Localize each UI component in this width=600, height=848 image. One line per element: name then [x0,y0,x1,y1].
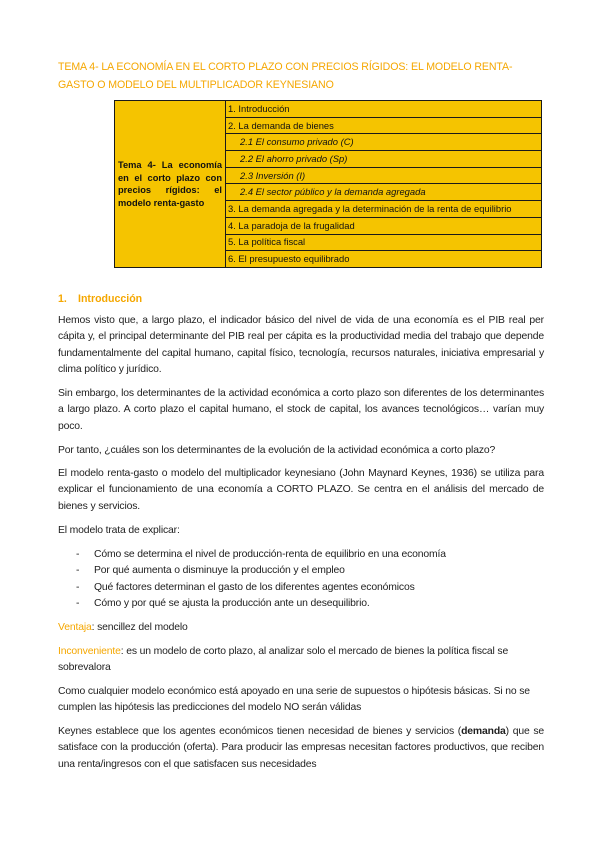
paragraph: Hemos visto que, a largo plazo, el indicador básico del nivel de vida de una economía es el PIB real per cápita y, el principal determinante del PIB real per cápita es la productividad media del trabajo que depende fundamentalmente del capital humano, capital físico, tecnología, recursos naturales, iniciativa empresarial y clima político y jurídico. [58,315,544,376]
bullet-list [58,547,544,613]
contents-item: 1. Introducción [226,101,542,118]
advantage-paragraph: Ventaja: sencillez del modelo [58,622,188,633]
paragraph: Por tanto, ¿cuáles son los determinantes de la evolución de la actividad económica a corto plazo? [58,445,496,456]
disadvantage-label: Inconveniente [58,646,121,657]
contents-item: 6. El presupuesto equilibrado [226,251,542,268]
document-title: TEMA 4- LA ECONOMÍA EN EL CORTO PLAZO CON PRECIOS RÍGIDOS: EL MODELO RENTA- GASTO O MODELO DEL MULTIPLICADOR KEYNESIANO [58,61,513,91]
contents-item: 5. La política fiscal [226,234,542,251]
contents-table [114,100,542,268]
list-item: - Qué factores determinan el gasto de los diferentes agentes económicos [58,580,544,596]
paragraph: El modelo trata de explicar: [58,525,180,536]
bullet-marker: - [76,565,80,577]
bullet-marker: - [76,581,80,593]
paragraph: Sin embargo, los determinantes de la actividad económica a corto plazo son diferentes de los determinantes a largo plazo. A corto plazo el capital humano, el stock de capital, los avances tecnológicos… varían muy poco. [58,388,544,432]
paragraph: El modelo renta-gasto o modelo del multiplicador keynesiano (John Maynard Keynes, 1936) se utiliza para explicar el funcionamiento de una economía a CORTO PLAZO. Se centra en el análisis del mercado de bienes y servicios. [58,468,544,512]
section-title: Introducción [78,293,143,305]
advantage-label: Ventaja [58,622,92,633]
contents-subitem: 2.2 El ahorro privado (Sp) [226,151,542,168]
contents-topic-label: Tema 4- La economía en el corto plazo con precios rígidos: el modelo renta-gasto [115,101,226,268]
paragraph: Como cualquier modelo económico está apoyado en una serie de supuestos o hipótesis básicas. Si no se cumplen las hipótesis las predicciones del modelo NO serán válidas [58,686,530,714]
emphasis-demanda: demanda [461,726,506,737]
contents-item: 2. La demanda de bienes [226,117,542,134]
list-item: - Cómo se determina el nivel de producción-renta de equilibrio en una economía [58,547,544,563]
bullet-marker: - [76,598,80,610]
bullet-marker: - [76,549,80,560]
list-item: - Por qué aumenta o disminuye la producción y el empleo [58,563,544,579]
disadvantage-paragraph: Inconveniente: es un modelo de corto plazo, al analizar solo el mercado de bienes la política fiscal se sobrevalora [58,646,509,674]
contents-item: 4. La paradoja de la frugalidad [226,217,542,234]
keynes-paragraph: Keynes establece que los agentes económicos tienen necesidad de bienes y servicios (demanda) que se satisface con la producción (oferta). Para producir las empresas necesitan factores productivos, que reciben una renta/ingresos con el que satisfacen sus necesidades [58,726,544,770]
contents-subitem: 2.3 Inversión (I) [226,167,542,184]
contents-subitem: 2.4 El sector público y la demanda agregada [226,184,542,201]
contents-item: 3. La demanda agregada y la determinación de la renta de equilibrio [226,201,542,218]
section-number: 1. [58,293,67,305]
contents-subitem: 2.1 El consumo privado (C) [226,134,542,151]
section-heading [58,293,142,305]
list-item: - Cómo y por qué se ajusta la producción ante un desequilibrio. [58,596,544,612]
